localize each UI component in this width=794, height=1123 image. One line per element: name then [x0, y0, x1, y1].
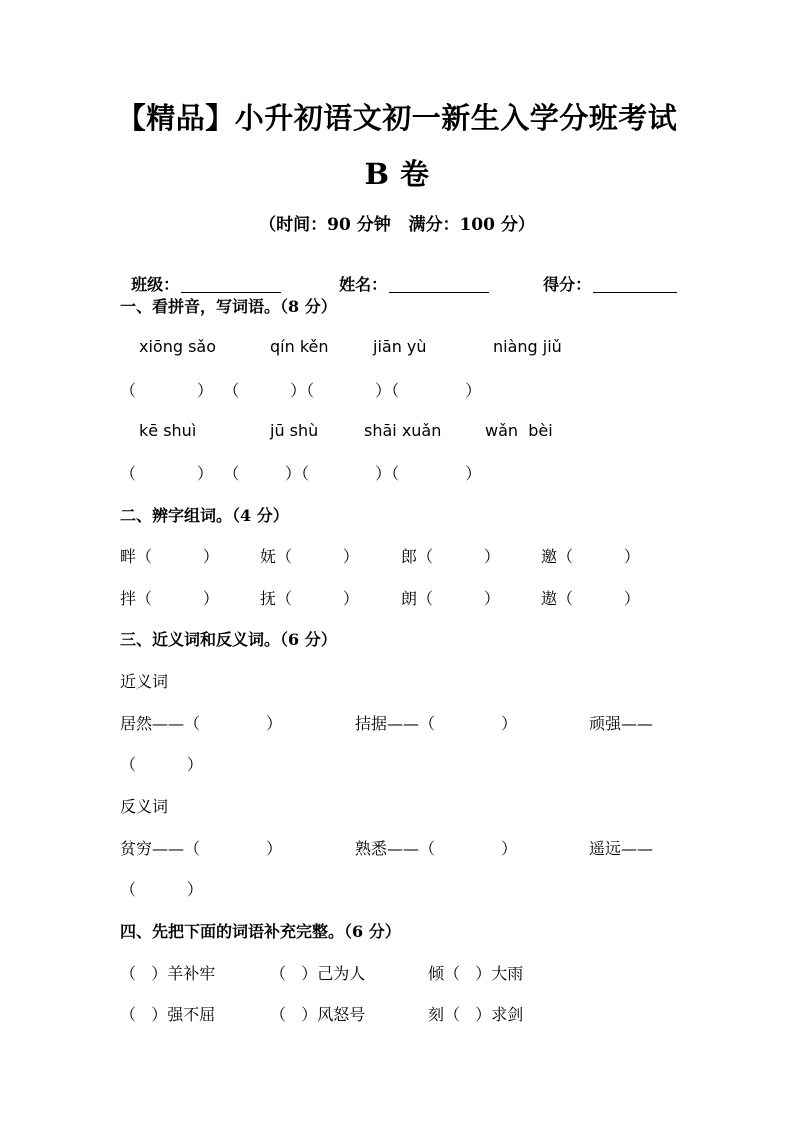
char-item[interactable]: 朗（ ）: [401, 589, 500, 608]
answer-blanks-row[interactable]: （ ） （ ）（ ）（ ）: [120, 381, 482, 400]
answer-blanks-row[interactable]: （ ） （ ）（ ）（ ）: [120, 464, 482, 483]
pinyin-item: niàng jiǔ: [493, 337, 562, 356]
idiom-item[interactable]: 刻（ ）求剑: [428, 1005, 524, 1024]
synonym-label: 近义词: [120, 672, 169, 691]
idiom-item[interactable]: （ ）强不屈: [120, 1005, 216, 1024]
char-item[interactable]: 畔（ ）: [120, 547, 219, 566]
synonym-item[interactable]: 拮据——（ ）: [355, 714, 518, 733]
synonym-item[interactable]: 居然——（ ）: [120, 714, 283, 733]
score-label: 得分：: [543, 275, 592, 294]
score-field: [532, 253, 677, 295]
page-title-line2: B 卷: [364, 157, 430, 191]
synonym-item[interactable]: 顽强——: [589, 714, 654, 733]
char-item[interactable]: 邀（ ）: [541, 547, 640, 566]
synonym-blank[interactable]: （ ）: [120, 755, 203, 774]
pinyin-item: jū shù: [270, 421, 319, 440]
score-blank[interactable]: [593, 291, 677, 293]
antonym-item[interactable]: 熟悉——（ ）: [355, 839, 518, 858]
pinyin-item: qín kěn: [270, 337, 329, 356]
pinyin-item: kē shuì: [139, 421, 197, 440]
class-blank[interactable]: [181, 291, 281, 293]
class-field: [120, 253, 281, 295]
char-item[interactable]: 拌（ ）: [120, 589, 219, 608]
antonym-label: 反义词: [120, 797, 169, 816]
name-field: [328, 253, 489, 295]
char-item[interactable]: 郎（ ）: [401, 547, 500, 566]
pinyin-item: xiōng sǎo: [139, 337, 217, 356]
char-item[interactable]: 抚（ ）: [260, 589, 359, 608]
name-label: 姓名：: [339, 275, 388, 294]
pinyin-item: jiān yù: [373, 337, 427, 356]
idiom-item[interactable]: （ ）羊补牢: [120, 964, 216, 983]
char-item[interactable]: 遨（ ）: [541, 589, 640, 608]
class-label: 班级：: [131, 275, 180, 294]
antonym-item[interactable]: 贫穷——（ ）: [120, 839, 283, 858]
section2-heading: 二、辨字组词。（4 分）: [120, 506, 289, 525]
section1-heading: 一、看拼音，写词语。（8 分）: [120, 297, 337, 316]
section4-heading: 四、先把下面的词语补充完整。（6 分）: [120, 922, 401, 941]
pinyin-item: wǎn bèi: [485, 421, 553, 440]
antonym-blank[interactable]: （ ）: [120, 880, 203, 899]
idiom-item[interactable]: （ ）风怒号: [270, 1005, 366, 1024]
antonym-item[interactable]: 遥远——: [589, 839, 654, 858]
time-info: （时间：90 分钟 满分：100 分）: [259, 215, 535, 235]
pinyin-item: shāi xuǎn: [364, 421, 442, 440]
char-item[interactable]: 妩（ ）: [260, 547, 359, 566]
idiom-item[interactable]: 倾（ ）大雨: [428, 964, 524, 983]
idiom-item[interactable]: （ ）己为人: [270, 964, 366, 983]
page-title: 【精品】小升初语文初一新生入学分班考试: [116, 101, 678, 135]
section3-heading: 三、近义词和反义词。（6 分）: [120, 630, 337, 649]
name-blank[interactable]: [389, 291, 489, 293]
